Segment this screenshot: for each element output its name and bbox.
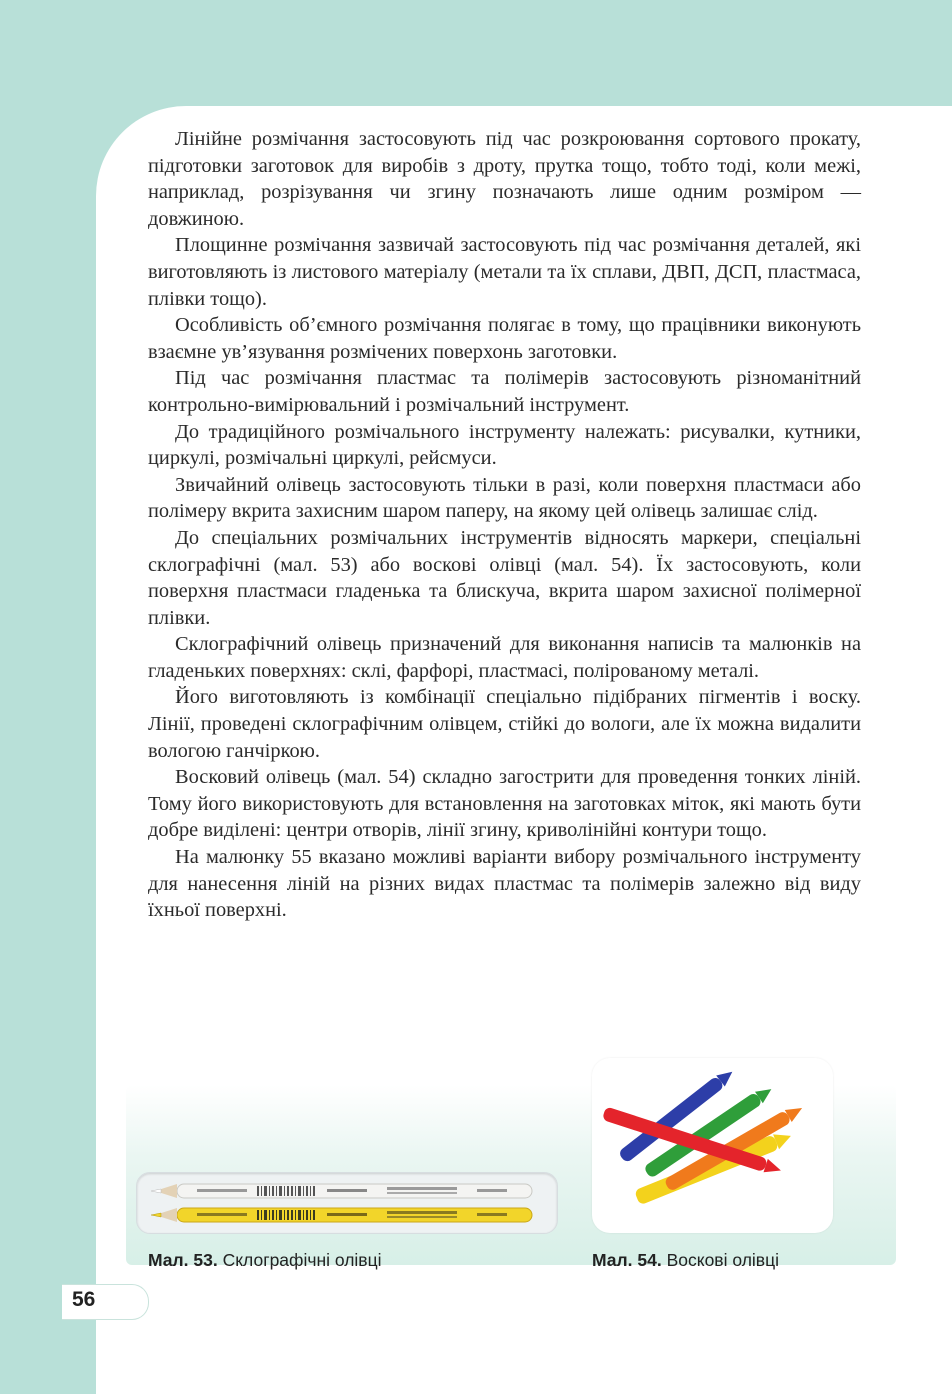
glass-pencils-illustration	[137, 1173, 557, 1233]
wax-crayons-illustration	[592, 1058, 833, 1233]
paragraph: Восковий олівець (мал. 54) складно загострити для проведення тонких ліній. Тому його використовують для встановлення на заготовках міток, які мають бути добре виділені: центри отворів, лінії згину, криволінійні контури тощо.	[148, 766, 861, 842]
paragraph: Його виготовляють із комбінації спеціально підібраних пігментів і воску. Лінії, проведені склографічним олівцем, стійкі до вологи, але їх можна видалити вологою ганчіркою.	[148, 686, 861, 762]
paragraph: Склографічний олівець призначений для виконання написів та малюнків на гладеньких поверхнях: склі, фарфорі, пластмасі, полірованому металі.	[148, 633, 861, 682]
body-text	[148, 126, 861, 924]
figure-53-label: Мал. 53.	[148, 1250, 218, 1270]
paragraph: До спеціальних розмічальних інструментів відносять маркери, спеціальні склографічні (мал. 53) або воскові олівці (мал. 54). Їх застосовують, коли поверхня пластмаси гладенька та блискуча, вкрита шаром захисної полімерної плівки.	[148, 526, 861, 629]
paragraph: Площинне розмічання зазвичай застосовують під час розмічання деталей, які виготовляють із листового матеріалу (метали та їх сплави, ДВП, ДСП, пластмаса, плівки тощо).	[148, 234, 861, 310]
paragraph: Лінійне розмічання застосовують під час розкроювання сортового прокату, підготовки заготовок для виробів з дроту, прутка тощо, тобто тоді, коли межі, наприклад, розрізування чи згину позначають лише одним розміром — довжиною.	[148, 128, 861, 230]
paragraph: Особливість об’ємного розмічання полягає в тому, що працівники виконують взаємне ув’язування розмічених поверхонь заготовки.	[148, 314, 861, 363]
paragraph: До традиційного розмічального інструменту належать: рисувалки, кутники, циркулі, розмічальні циркулі, рейсмуси.	[148, 420, 861, 470]
paragraph: На малюнку 55 вказано можливі варіанти вибору розмічального інструменту для нанесення ліній на різних видах пластмас та полімерів залежно від виду їхньої поверхні.	[148, 846, 861, 922]
figure-54-caption	[592, 1250, 779, 1271]
figure-54-caption-text: Воскові олівці	[661, 1250, 780, 1270]
figure-53-caption	[148, 1250, 382, 1271]
paragraph: Звичайний олівець застосовують тільки в разі, коли поверхня пластмаси або полімеру вкрита захисним шаром паперу, на якому цей олівець залишає слід.	[148, 473, 861, 523]
figure-53-caption-text: Склографічні олівці	[217, 1250, 382, 1270]
figure-54-label: Мал. 54.	[592, 1250, 662, 1270]
paragraph: Під час розмічання пластмас та полімерів застосовують різноманітний контрольно-вимірювальний і розмічальний інструмент.	[148, 367, 861, 416]
figure-54-image	[592, 1058, 833, 1233]
figure-53-image	[136, 1172, 558, 1234]
page-number: 56	[72, 1288, 96, 1311]
